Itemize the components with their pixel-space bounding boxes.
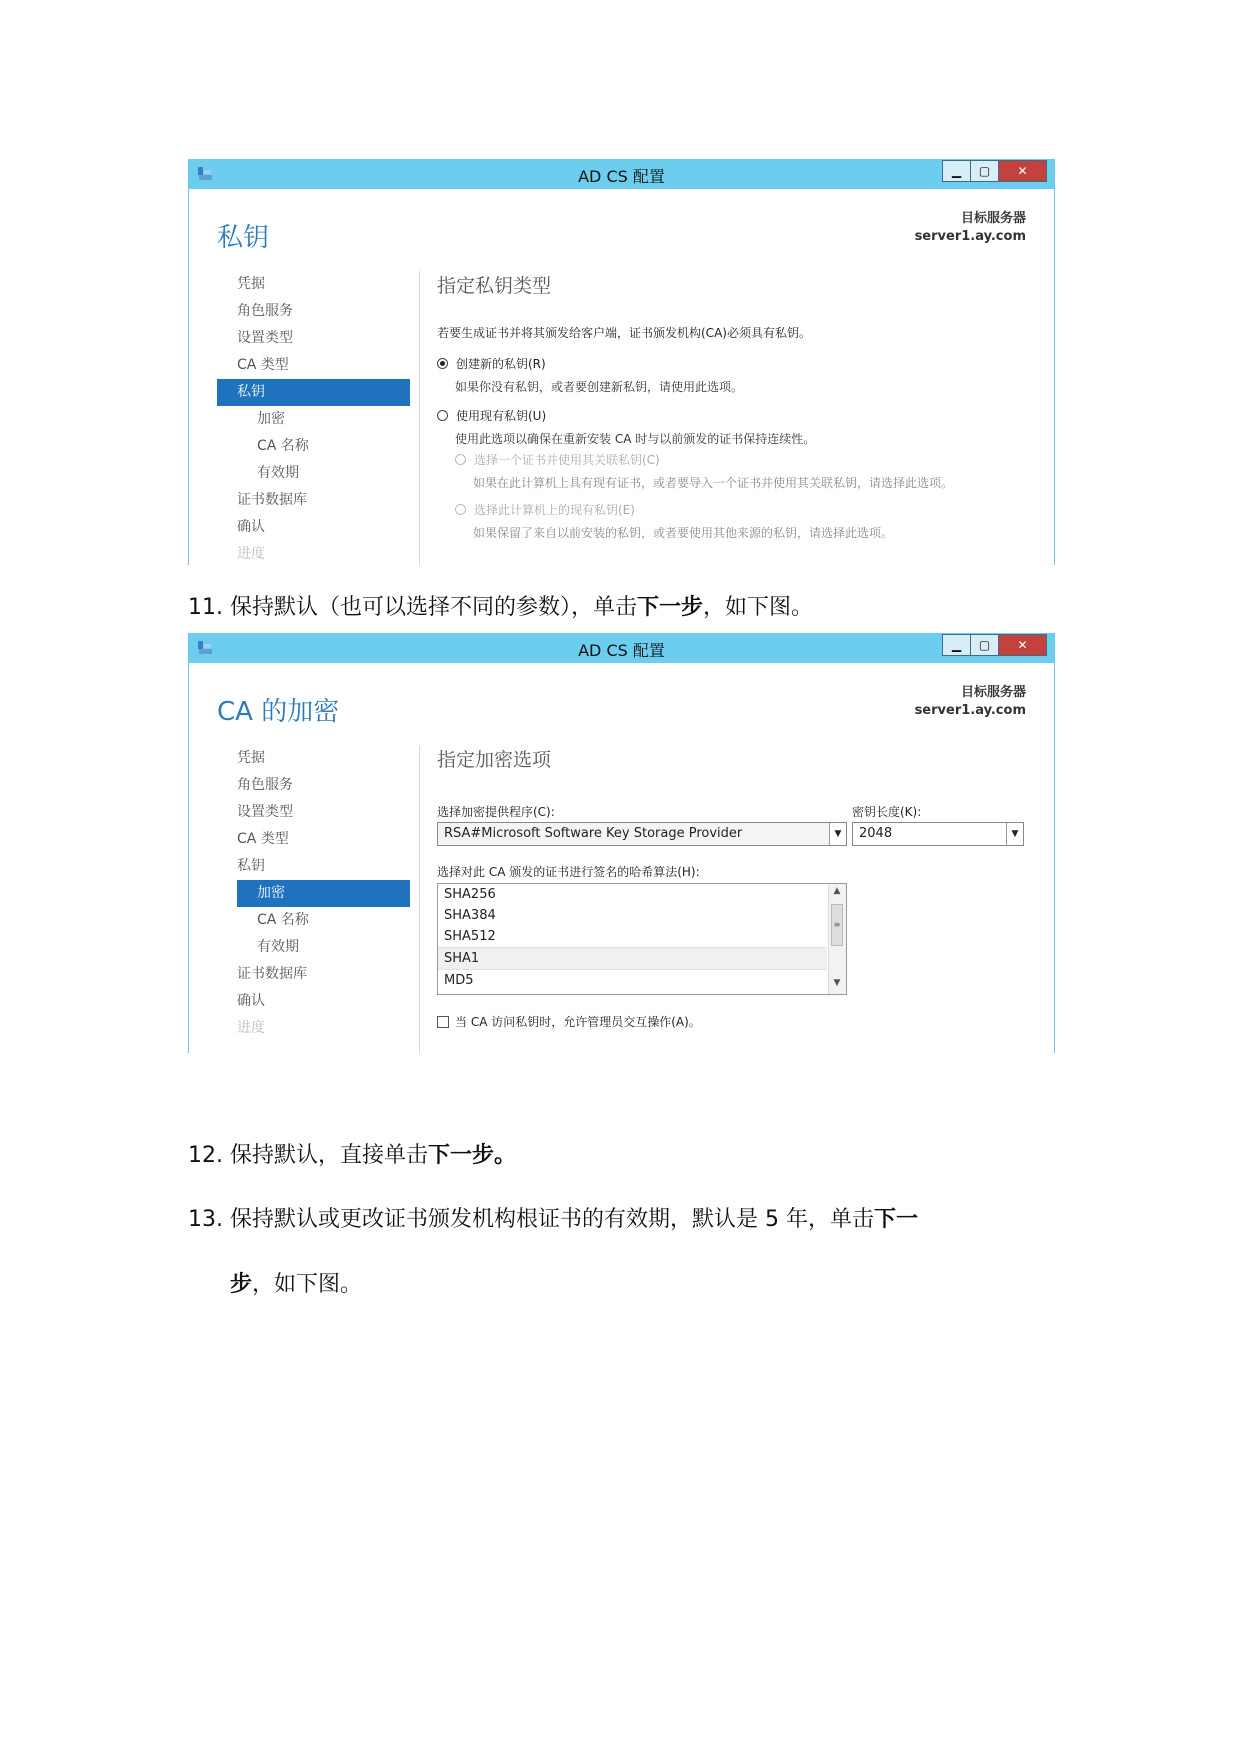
provider-dropdown[interactable]: [437, 822, 847, 846]
section-title: 指定加密选项: [437, 749, 552, 771]
maximize-button[interactable]: [970, 634, 999, 656]
step-12-prefix: 12. 保持默认，直接单击: [188, 1143, 428, 1168]
maximize-icon: ▢: [978, 164, 991, 178]
window-body: [195, 663, 1048, 1053]
radio-disabled-icon: [455, 454, 466, 465]
wizard-nav: [217, 271, 410, 565]
step-11-text: [188, 590, 813, 621]
radio-selected-icon[interactable]: [437, 358, 448, 369]
wizard-nav: [217, 745, 410, 1042]
minimize-icon: ▁: [951, 164, 962, 178]
nav-item-confirmation[interactable]: 确认: [237, 993, 265, 1009]
nav-item-private-key[interactable]: 私钥: [237, 858, 265, 874]
list-item[interactable]: MD5: [444, 973, 474, 988]
nav-item-cryptography[interactable]: 加密: [237, 880, 410, 907]
target-server-value: server1.ay.com: [914, 703, 1026, 718]
hash-label: 选择对此 CA 颁发的证书进行签名的哈希算法(H):: [437, 865, 700, 879]
nav-divider: [419, 745, 420, 1053]
minimize-button[interactable]: [942, 160, 971, 182]
chevron-down-icon[interactable]: ▼: [829, 823, 846, 845]
key-length-dropdown[interactable]: [852, 822, 1024, 846]
close-icon: ✕: [1017, 638, 1028, 652]
hash-algorithm-list[interactable]: [437, 883, 847, 995]
chevron-down-icon[interactable]: ▼: [1006, 823, 1023, 845]
nav-item-ca-type[interactable]: CA 类型: [237, 357, 289, 373]
minimize-icon: ▁: [951, 638, 962, 652]
radio-disabled-icon: [455, 504, 466, 515]
section-title: 指定私钥类型: [437, 275, 552, 297]
nav-item-credentials[interactable]: 凭据: [237, 276, 265, 292]
radio-select-existing-key: [455, 501, 1028, 518]
step-13-prefix: 13. 保持默认或更改证书颁发机构根证书的有效期，默认是 5 年，单击: [188, 1207, 874, 1232]
step-11-suffix: ，如下图。: [703, 595, 814, 620]
radio-use-existing-key-label: 使用现有私钥(U): [456, 409, 547, 423]
radio-select-cert-desc: 如果在此计算机上具有现有证书，或者要导入一个证书并使用其关联私钥，请选择此选项。: [473, 476, 954, 490]
provider-value: RSA#Microsoft Software Key Storage Provider: [444, 826, 743, 841]
nav-item-ca-type[interactable]: CA 类型: [237, 831, 289, 847]
target-server-label: 目标服务器: [960, 685, 1026, 700]
titlebar: [189, 159, 1054, 189]
radio-select-existing-key-desc: 如果保留了来自以前安装的私钥，或者要使用其他来源的私钥，请选择此选项。: [473, 526, 894, 540]
radio-select-existing-key-label: 选择此计算机上的现有私钥(E): [474, 503, 635, 517]
close-button[interactable]: [998, 634, 1047, 656]
nav-item-validity[interactable]: 有效期: [257, 939, 299, 955]
radio-create-new-key-desc: 如果你没有私钥，或者要创建新私钥，请使用此选项。: [455, 380, 744, 394]
nav-item-role-services[interactable]: 角色服务: [237, 303, 293, 319]
checkbox-label: 当 CA 访问私钥时，允许管理员交互操作(A)。: [455, 1015, 701, 1029]
scroll-down-icon[interactable]: ▼: [833, 978, 841, 988]
minimize-button[interactable]: [942, 634, 971, 656]
scroll-thumb[interactable]: ≡: [831, 904, 843, 946]
nav-item-ca-name[interactable]: CA 名称: [257, 912, 309, 928]
checkbox[interactable]: [437, 1016, 449, 1028]
page-title: 私钥: [217, 223, 270, 253]
list-item[interactable]: SHA384: [444, 908, 496, 923]
radio-use-existing-key[interactable]: [437, 407, 1028, 424]
nav-item-role-services[interactable]: 角色服务: [237, 777, 293, 793]
maximize-icon: ▢: [978, 638, 991, 652]
window-body: [195, 189, 1048, 565]
nav-item-cryptography[interactable]: 加密: [257, 411, 285, 427]
step-11-prefix: 11. 保持默认（也可以选择不同的参数），单击: [188, 595, 637, 620]
step-12-text: [188, 1138, 516, 1169]
titlebar: [189, 633, 1054, 663]
radio-create-new-key-label: 创建新的私钥(R): [456, 357, 546, 371]
radio-select-cert-label: 选择一个证书并使用其关联私钥(C): [474, 453, 660, 467]
scroll-up-icon[interactable]: ▲: [833, 886, 841, 896]
target-server-label: 目标服务器: [960, 211, 1026, 226]
ad-cs-config-window-cryptography: [188, 633, 1055, 1053]
nav-item-ca-name[interactable]: CA 名称: [257, 438, 309, 454]
step-12-bold: 下一步。: [427, 1143, 516, 1168]
nav-item-progress: 进度: [237, 546, 265, 562]
list-item[interactable]: SHA256: [444, 887, 496, 902]
close-icon: ✕: [1017, 164, 1028, 178]
nav-item-credentials[interactable]: 凭据: [237, 750, 265, 766]
scrollbar[interactable]: [828, 884, 846, 994]
close-button[interactable]: [998, 160, 1047, 182]
window-title: AD CS 配置: [578, 641, 665, 660]
nav-divider: [419, 271, 420, 565]
page-title: CA 的加密: [217, 697, 340, 727]
nav-item-cert-database[interactable]: 证书数据库: [237, 966, 307, 982]
ad-cs-config-window-private-key: [188, 159, 1055, 565]
nav-item-progress: 进度: [237, 1020, 265, 1036]
radio-use-existing-key-desc: 使用此选项以确保在重新安装 CA 时与以前颁发的证书保持连续性。: [455, 432, 816, 446]
content-panel: [437, 271, 1028, 551]
radio-select-cert: [455, 451, 1028, 468]
nav-item-setup-type[interactable]: 设置类型: [237, 804, 293, 820]
description: 若要生成证书并将其颁发给客户端，证书颁发机构(CA)必须具有私钥。: [437, 326, 811, 340]
list-item[interactable]: SHA512: [444, 929, 496, 944]
nav-item-private-key[interactable]: 私钥: [217, 379, 410, 406]
content-panel: [437, 745, 1028, 1053]
target-server-value: server1.ay.com: [914, 229, 1026, 244]
radio-create-new-key[interactable]: [437, 355, 1028, 372]
allow-admin-interaction-option[interactable]: [437, 1013, 701, 1030]
nav-item-setup-type[interactable]: 设置类型: [237, 330, 293, 346]
maximize-button[interactable]: [970, 160, 999, 182]
step-13-line1: [188, 1202, 918, 1233]
key-length-value: 2048: [859, 826, 893, 841]
nav-item-cert-database[interactable]: 证书数据库: [237, 492, 307, 508]
window-title: AD CS 配置: [578, 167, 665, 186]
step-13-suffix: ，如下图。: [252, 1272, 363, 1297]
list-item-selected[interactable]: SHA1: [438, 947, 827, 970]
step-11-bold: 下一步: [636, 595, 703, 620]
key-length-label: 密钥长度(K):: [852, 805, 922, 819]
step-13-bold-2: 步: [230, 1272, 253, 1297]
nav-item-validity[interactable]: 有效期: [257, 465, 299, 481]
radio-unselected-icon[interactable]: [437, 410, 448, 421]
step-13-line2: [230, 1267, 362, 1298]
provider-label: 选择加密提供程序(C):: [437, 805, 555, 819]
nav-item-confirmation[interactable]: 确认: [237, 519, 265, 535]
step-13-bold-1: 下一: [873, 1207, 918, 1232]
